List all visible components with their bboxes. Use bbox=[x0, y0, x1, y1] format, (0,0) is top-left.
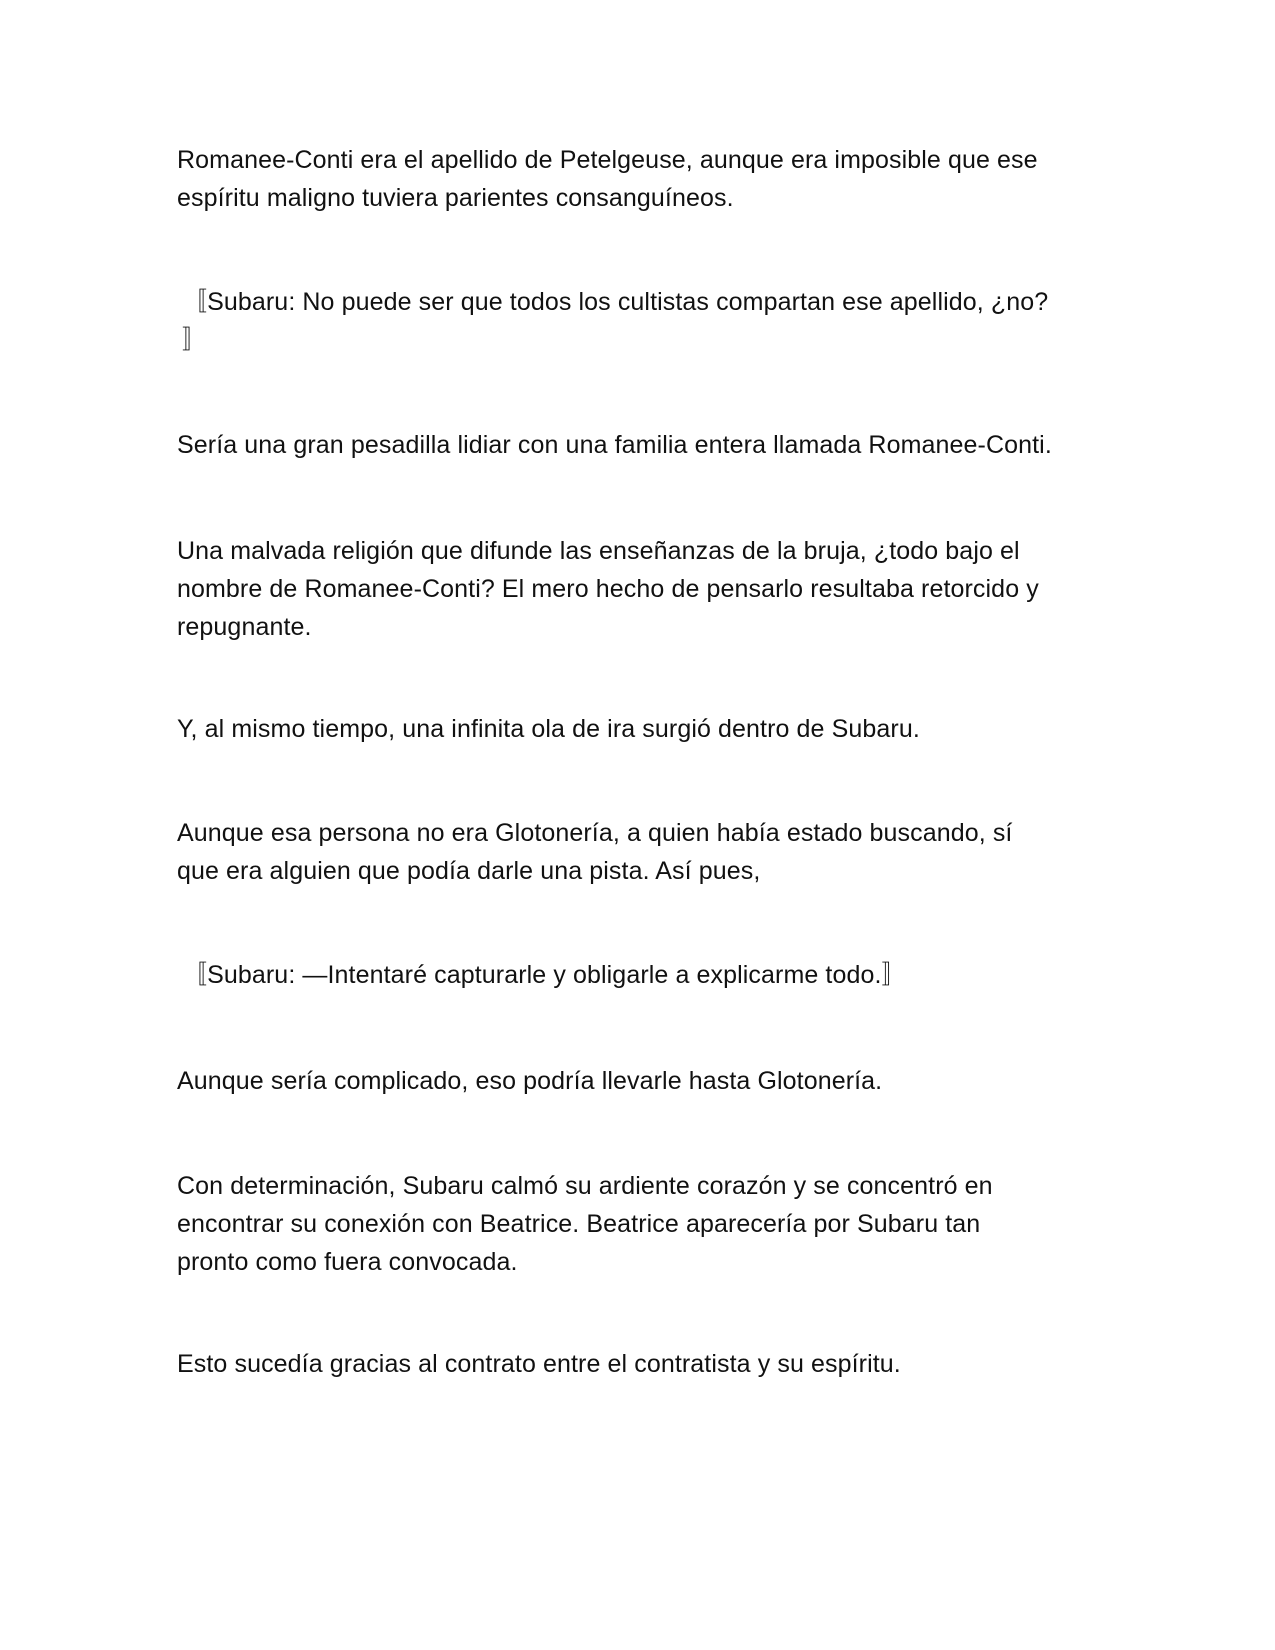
text-line: 〛 bbox=[182, 326, 208, 354]
text-line: repugnante. bbox=[177, 613, 312, 641]
paragraph bbox=[177, 141, 1107, 217]
text-line: Aunque esa persona no era Glotonería, a quien había estado buscando, sí bbox=[177, 819, 1013, 847]
paragraph bbox=[177, 1345, 1107, 1383]
paragraph bbox=[177, 710, 1107, 748]
dialogue-paragraph bbox=[182, 283, 1112, 359]
text-line: Sería una gran pesadilla lidiar con una familia entera llamada Romanee-Conti. bbox=[177, 431, 1052, 459]
text-line: encontrar su conexión con Beatrice. Beatrice aparecería por Subaru tan bbox=[177, 1210, 981, 1238]
text-line: Aunque sería complicado, eso podría llevarle hasta Glotonería. bbox=[177, 1067, 883, 1095]
text-line: pronto como fuera convocada. bbox=[177, 1248, 518, 1276]
text-line: Y, al mismo tiempo, una infinita ola de ira surgió dentro de Subaru. bbox=[177, 715, 920, 743]
dialogue-paragraph bbox=[182, 956, 1112, 994]
text-line: 〚Subaru: No puede ser que todos los cultistas compartan ese apellido, ¿no? bbox=[182, 288, 1049, 316]
paragraph bbox=[177, 426, 1107, 464]
text-line: nombre de Romanee-Conti? El mero hecho de pensarlo resultaba retorcido y bbox=[177, 575, 1039, 603]
text-line: Una malvada religión que difunde las enseñanzas de la bruja, ¿todo bajo el bbox=[177, 537, 1020, 565]
text-line: Romanee-Conti era el apellido de Petelgeuse, aunque era imposible que ese bbox=[177, 146, 1038, 174]
text-line: que era alguien que podía darle una pista. Así pues, bbox=[177, 857, 761, 885]
paragraph bbox=[177, 1167, 1107, 1281]
text-line: espíritu maligno tuviera parientes consanguíneos. bbox=[177, 184, 734, 212]
paragraph bbox=[177, 532, 1107, 646]
text-line: Esto sucedía gracias al contrato entre el contratista y su espíritu. bbox=[177, 1350, 901, 1378]
paragraph bbox=[177, 1062, 1107, 1100]
paragraph bbox=[177, 814, 1107, 890]
text-line: Con determinación, Subaru calmó su ardiente corazón y se concentró en bbox=[177, 1172, 993, 1200]
text-line: 〚Subaru: —Intentaré capturarle y obligarle a explicarme todo.〛 bbox=[182, 961, 907, 989]
